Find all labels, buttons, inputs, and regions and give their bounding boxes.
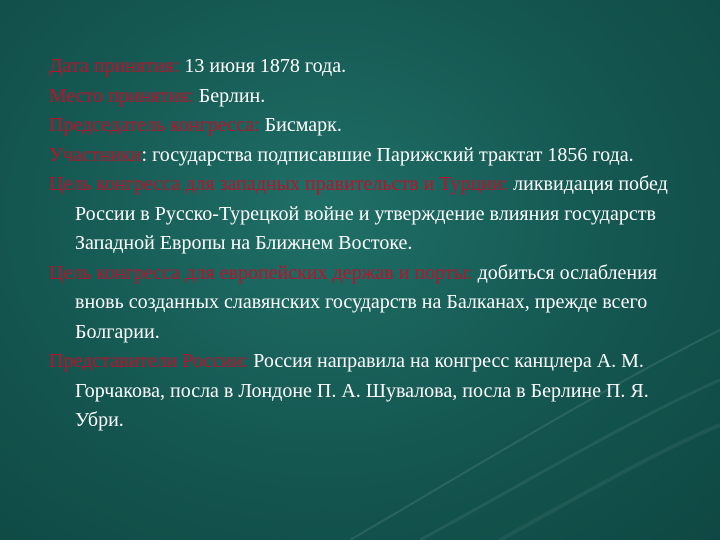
item-chairman (49, 111, 689, 141)
item-label: Дата принятия: (49, 55, 180, 77)
item-label: Место принятия: (49, 84, 194, 107)
item-date (49, 52, 689, 82)
item-label: Участники (49, 143, 142, 166)
item-label: Представители России: (49, 350, 249, 372)
item-text: Россия направила на конгресс канцлера А. М. Горчакова, посла в Лондоне П. А. Шувалова, посла в Берлине П. Я. Убри. (75, 350, 649, 431)
item-text: Бисмарк. (259, 114, 342, 136)
slide-content (49, 52, 689, 436)
item-text: добиться ослабления вновь созданных славянских государств на Балканах, прежде всего Болгарии. (75, 261, 657, 343)
item-goal-europe (49, 259, 689, 348)
item-label: Цель конгресса для западных правительств и Турции: (49, 173, 509, 195)
item-place (49, 82, 689, 112)
item-text: Берлин. (193, 84, 266, 107)
item-participants (49, 141, 689, 171)
item-label: Председатель конгресса: (49, 114, 260, 136)
item-representatives (49, 347, 689, 436)
item-text: ликвидация побед России в Русско-Турецкой войне и утверждение влияния государств Западной Европы на Ближнем Востоке. (75, 173, 668, 254)
item-goal-west (49, 170, 689, 259)
item-text: 13 июня 1878 года. (179, 55, 347, 77)
item-label: Цель конгресса для европейских держав и порты: (49, 261, 473, 284)
item-text: : государства подписавшие Парижский трактат 1856 года. (141, 143, 634, 166)
